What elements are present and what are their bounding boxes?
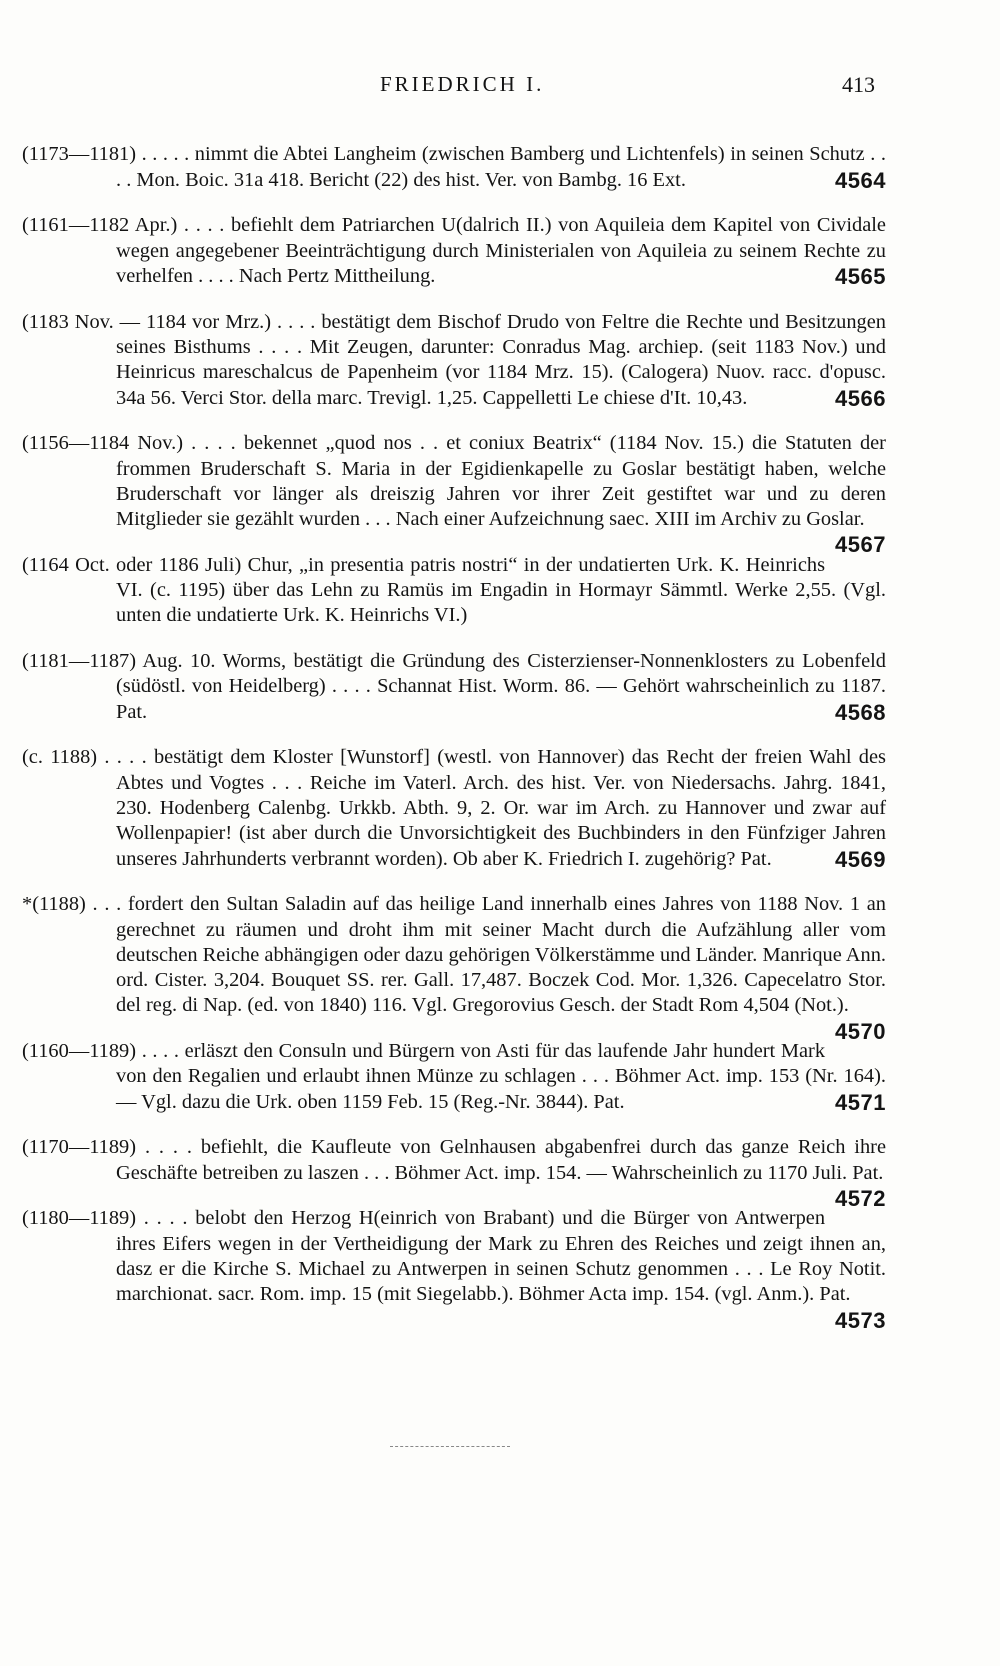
entry-number: 4564	[835, 167, 886, 193]
entry-date: (1161—1182 Apr.)	[22, 214, 178, 237]
closing-rule	[390, 1446, 510, 1447]
entry-number: 4572	[835, 1186, 886, 1211]
entry-number: 4568	[835, 699, 886, 725]
entry-4564	[22, 142, 892, 193]
entry-chur	[22, 553, 892, 629]
running-head: FRIEDRICH I.	[380, 72, 545, 96]
entry-text: . . . . bekennet „quod nos . . et coniux Beatrix“ (1184 Nov. 15.) die Statuten der frommen Bruderschaft S. Maria in der Egidienkapelle zu Goslar bestätigt haben, welche Bruderschaft vor länger als dreiszig Jahren vor ihrer Zeit gestiftet war und zu deren Mitglieder sie gezählt wurden . . . Nach einer Aufzeichnung saec. XIII im Archiv zu Goslar.	[116, 432, 886, 531]
entry-text: . . . . belobt den Herzog H(einrich von Brabant) und die Bürger von Antwerpen ihres Eifers wegen in der Vertheidigung der Mark zu Ehren des Reiches und zeigt ihnen an, dasz er die Kirche S. Michael zu Antwerpen in seinen Schutz genommen . . . Le Roy Notit. marchionat. sacr. Rom. imp. 15 (mit Siegelabb.). Böhmer Acta imp. 154. (vgl. Anm.). Pat.	[116, 1207, 886, 1306]
entry-number: 4567	[835, 532, 886, 558]
entry-text: . . . . bestätigt dem Kloster [Wunstorf] (westl. von Hannover) das Recht der freien Wahl des Abtes und Vogtes . . . Reiche im Vaterl. Arch. des hist. Ver. von Niedersachs. Jahrg. 1841, 230. Hodenberg Calenbg. Urkkb. Abth. 9, 2. Or. war im Arch. zu Hannover und zwar auf Wollenpapier! (ist aber durch die Unvorsichtigkeit des Buchbinders in den Fünfziger Jahren unseres Jahrhunderts verbrannt worden). Ob aber K. Friedrich I. zugehörig? Pat.	[104, 746, 886, 870]
entry-number: 4565	[835, 263, 886, 289]
entry-4572	[22, 1135, 892, 1211]
entry-date: (1156—1184 Nov.)	[22, 432, 183, 455]
entry-date: (c. 1188)	[22, 746, 98, 769]
entry-number: 4571	[835, 1089, 886, 1115]
entry-4567	[22, 431, 892, 558]
entry-date: (1183 Nov. — 1184 vor Mrz.)	[22, 310, 272, 333]
entry-text: Chur, „in presentia patris nostri“ in der undatierten Urk. K. Heinrichs VI. (c. 1195) über das Lehn zu Ramüs im Engadin in Hormayr Sämmtl. Werke 2,55. (Vgl. unten die undatierte Urk. K. Heinrichs VI.)	[116, 553, 886, 627]
page-number: 413	[842, 72, 875, 97]
entry-4571	[22, 1039, 892, 1115]
entry-text: . . . . befiehlt dem Patriarchen U(dalrich II.) von Aquileia dem Kapitel von Cividale wegen angegebener Beeinträchtigung durch Ministerialen von Aquileia zu seinem Rechte zu verhelfen . . . . Nach Pertz Mittheilung.	[116, 214, 886, 287]
entry-number: 4573	[835, 1307, 886, 1333]
entry-date: (1164 Oct. oder 1186 Juli)	[22, 553, 242, 576]
entry-date: (1160—1189)	[22, 1040, 137, 1063]
entry-4566	[22, 310, 892, 411]
entry-number: 4569	[835, 846, 886, 872]
page-header	[0, 72, 1000, 102]
entry-4565	[22, 213, 892, 289]
entry-text: . . . . . nimmt die Abtei Langheim (zwischen Bamberg und Lichtenfels) in seinen Schutz . . . . Mon. Boic. 31a 418. Bericht (22) des hist. Ver. von Bambg. 16 Ext.	[116, 143, 886, 191]
entry-4573	[22, 1206, 892, 1333]
entry-date: *(1188)	[22, 893, 86, 916]
entry-date: (1180—1189)	[22, 1207, 137, 1230]
entry-text: . . . . erläszt den Consuln und Bürgern von Asti für das laufende Jahr hundert Mark von den Regalien und erlaubt ihnen Münze zu schlagen . . . Böhmer Act. imp. 153 (Nr. 164). — Vgl. dazu die Urk. oben 1159 Feb. 15 (Reg.-Nr. 3844). Pat.	[116, 1040, 886, 1113]
entry-text: Aug. 10. Worms, bestätigt die Gründung des Cisterzienser-Nonnenklosters zu Lobenfeld (südöstl. von Heidelberg) . . . . Schannat Hist. Worm. 86. — Gehört wahrscheinlich zu 1187. Pat.	[116, 650, 886, 723]
entry-number: 4570	[835, 1018, 886, 1044]
entry-text: . . . . bestätigt dem Bischof Drudo von Feltre die Rechte und Besitzungen seines Bisthums . . . . Mit Zeugen, darunter: Conradus Mag. archiep. (seit 1183 Nov.) und Heinricus mareschalcus de Papenheim (vor 1184 Mrz. 15). (Calogera) Nuov. racc. d'opusc. 34a 56. Verci Stor. della marc. Trevigl. 1,25. Cappelletti Le chiese d'It. 10,43.	[116, 310, 886, 409]
entry-text: . . . . befiehlt, die Kaufleute von Gelnhausen abgabenfrei durch das ganze Reich ihre Geschäfte betreiben zu laszen . . . Böhmer Act. imp. 154. — Wahrscheinlich zu 1170 Juli. Pat.	[116, 1136, 886, 1184]
entry-date: (1170—1189)	[22, 1136, 137, 1159]
entry-4569	[22, 745, 892, 871]
entry-text: . . . fordert den Sultan Saladin auf das heilige Land innerhalb eines Jahres von 1188 Nov. 1 an gerechnet zu räumen und droht ihm mit seiner Macht durch die Aufzählung aller vom deutschen Reiche abhängigen oder dazu gehörigen Völkerstämme und Länder. Manrique Ann. ord. Cister. 3,204. Bouquet SS. rer. Gall. 17,487. Boczek Cod. Mor. 1,326. Capecelatro Stor. del reg. di Nap. (ed. von 1840) 116. Vgl. Gregorovius Gesch. der Stadt Rom 4,504 (Not.).	[92, 893, 886, 1017]
entry-number: 4566	[835, 385, 886, 411]
entry-4568	[22, 649, 892, 725]
entry-4570	[22, 892, 892, 1044]
entry-date: (1181—1187)	[22, 650, 137, 673]
regesta-entries	[22, 122, 892, 1333]
entry-date: (1173—1181)	[22, 143, 137, 166]
